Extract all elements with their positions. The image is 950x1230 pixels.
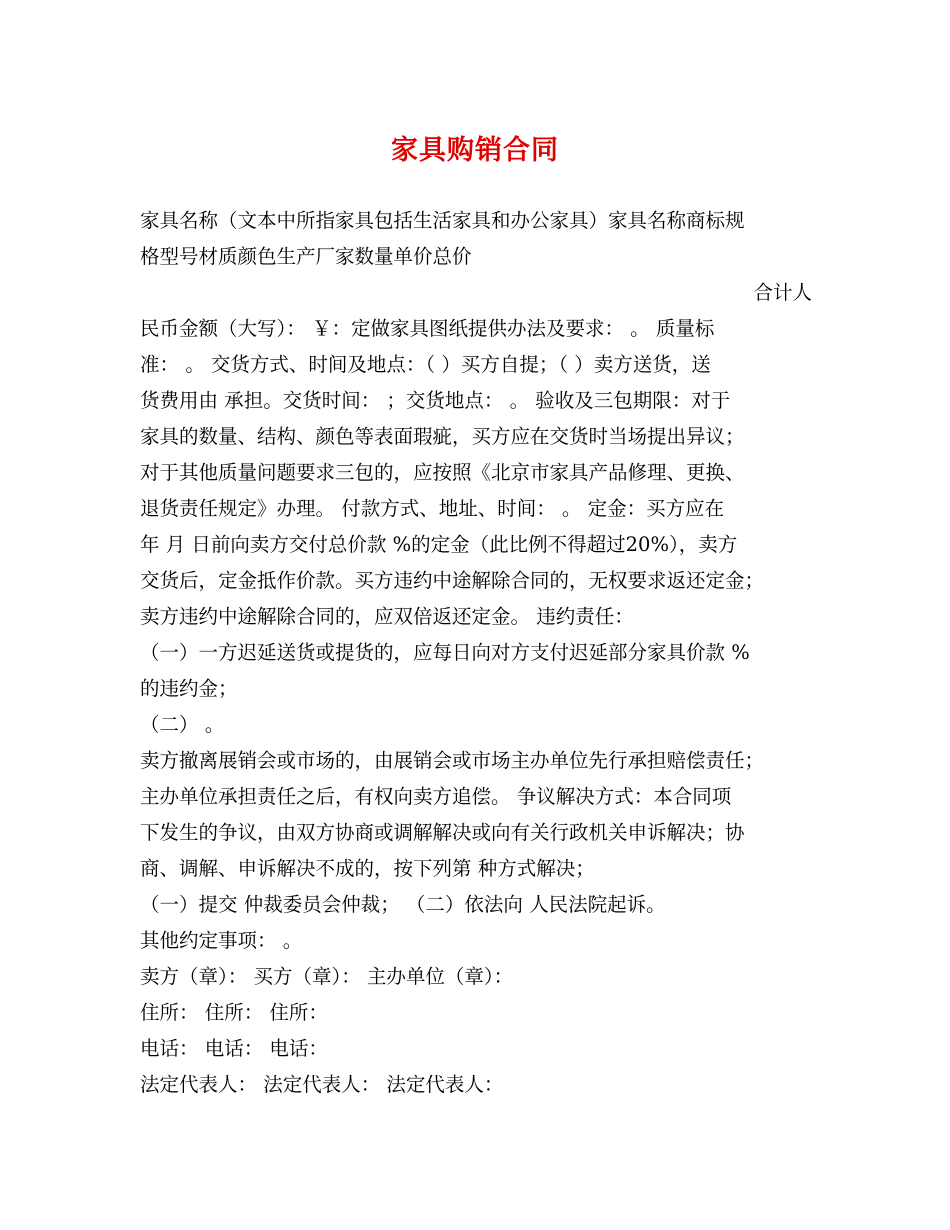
body-line: 家具名称（文本中所指家具包括生活家具和办公家具）家具名称商标规	[140, 209, 745, 232]
contract-body	[140, 203, 812, 1103]
body-line: 商、调解、申诉解决不成的，按下列第 种方式解决；	[140, 857, 595, 880]
signature-representative-line: 法定代表人： 法定代表人： 法定代表人：	[140, 1073, 504, 1096]
body-line: 退货责任规定》办理。 付款方式、地址、时间： 。 定金：买方应在	[140, 497, 725, 520]
body-line: 主办单位承担责任之后，有权向卖方追偿。 争议解决方式：本合同项	[140, 785, 732, 808]
signature-phone-line: 电话： 电话： 电话：	[140, 1037, 328, 1060]
body-line: 年 月 日前向卖方交付总价款 %的定金（此比例不得超过20%），卖方	[140, 533, 738, 556]
body-line: 下发生的争议，由双方协商或调解解决或向有关行政机关申诉解决；协	[140, 821, 745, 844]
body-line: 准： 。 交货方式、时间及地点：（ ）买方自提；（ ）卖方送货，送	[140, 353, 711, 376]
body-line: 家具的数量、结构、颜色等表面瑕疵，买方应在交货时当场提出异议；	[140, 425, 745, 448]
body-line: 的违约金；	[140, 677, 238, 700]
body-line: （一）一方迟延送货或提货的，应每日向对方支付迟延部分家具价款 %	[140, 641, 750, 664]
body-line: 卖方违约中途解除合同的，应双倍返还定金。 违约责任：	[140, 605, 634, 628]
body-line: 交货后，定金抵作价款。买方违约中途解除合同的，无权要求返还定金；	[140, 569, 765, 592]
body-line: （一）提交 仲裁委员会仲裁； （二）依法向 人民法院起诉。	[140, 893, 666, 916]
body-line: 货费用由 承担。交货时间： ；交货地点： 。 验收及三包期限：对于	[140, 389, 731, 412]
document-title: 家具购销合同	[391, 135, 559, 166]
body-line: 格型号材质颜色生产厂家数量单价总价	[140, 245, 472, 268]
body-line: （二） 。	[140, 713, 225, 736]
body-line-right-aligned: 合计人	[753, 281, 812, 304]
signature-address-line: 住所： 住所： 住所：	[140, 1001, 328, 1024]
signature-seal-line: 卖方（章）： 买方（章）： 主办单位（章）：	[140, 965, 514, 988]
body-line: 对于其他质量问题要求三包的，应按照《北京市家具产品修理、更换、	[140, 461, 745, 484]
body-line: 卖方撤离展销会或市场的，由展销会或市场主办单位先行承担赔偿责任；	[140, 749, 765, 772]
body-line: 其他约定事项： 。	[140, 929, 303, 952]
body-line: 民币金额（大写）： ￥：定做家具图纸提供办法及要求： 。 质量标	[140, 317, 715, 340]
